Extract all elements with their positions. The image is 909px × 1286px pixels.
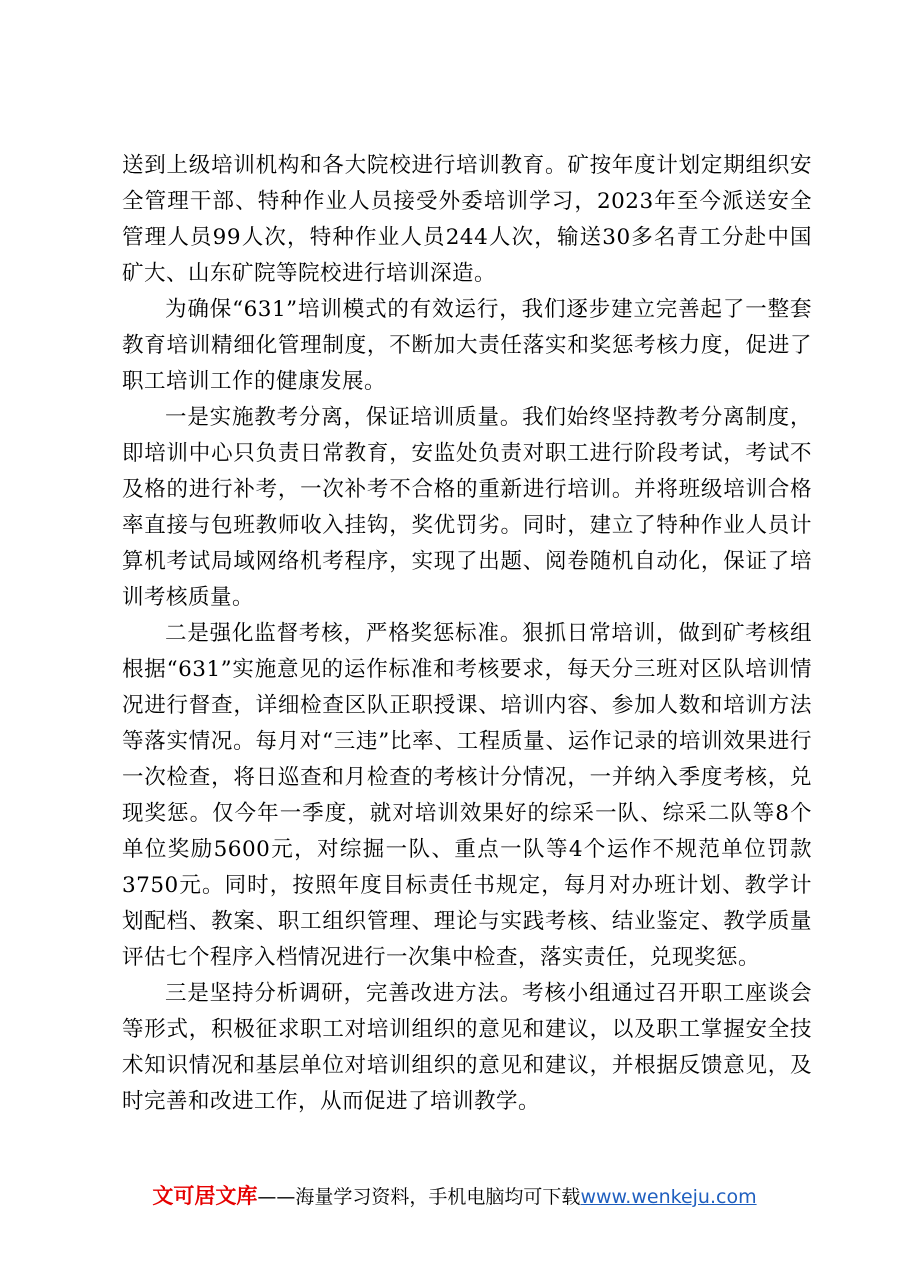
footer-watermark xyxy=(0,1181,909,1212)
footer-brand: 文可居文库 xyxy=(152,1184,258,1208)
paragraph-analysis-research: 三是坚持分析调研，完善改进方法。考核小组通过召开职工座谈会等形式，积极征求职工对培训组织的意见和建议，以及职工掌握安全技术知识情况和基层单位对培训组织的意见和建议，并根据反馈意见，及时完善和改进工作，从而促进了培训教学。 xyxy=(122,981,812,1114)
footer-site-link[interactable]: www.wenkeju.com xyxy=(580,1186,757,1208)
paragraph-continuation: 送到上级培训机构和各大院校进行培训教育。矿按年度计划定期组织安全管理干部、特种作业人员接受外委培训学习，2023年至今派送安全管理人员99人次，特种作业人员244人次，输送30多名青工分赴中国矿大、山东矿院等院校进行培训深造。 xyxy=(122,153,812,286)
document-body xyxy=(122,148,812,1120)
paragraph-631-mode: 为确保“631”培训模式的有效运行，我们逐步建立完善起了一整套教育培训精细化管理制度，不断加大责任落实和奖惩考核力度，促进了职工培训工作的健康发展。 xyxy=(122,297,812,394)
footer-tagline: ——海量学习资料，手机电脑均可下载 xyxy=(257,1186,581,1208)
paragraph-exam-separation: 一是实施教考分离，保证培训质量。我们始终坚持教考分离制度，即培训中心只负责日常教育，安监处负责对职工进行阶段考试，考试不及格的进行补考，一次补考不合格的重新进行培训。并将班级培训合格率直接与包班教师收入挂钩，奖优罚劣。同时，建立了特种作业人员计算机考试局域网络机考程序，实现了出题、阅卷随机自动化，保证了培训考核质量。 xyxy=(122,405,812,610)
paragraph-supervision-assessment: 二是强化监督考核，严格奖惩标准。狠抓日常培训，做到矿考核组根据“631”实施意见的运作标准和考核要求，每天分三班对区队培训情况进行督查，详细检查区队正职授课、培训内容、参加人数和培训方法等落实情况。每月对“三违”比率、工程质量、运作记录的培训效果进行一次检查，将日巡查和月检查的考核计分情况，一并纳入季度考核，兑现奖惩。仅今年一季度，就对培训效果好的综采一队、综采二队等8个单位奖励5600元，对综掘一队、重点一队等4个运作不规范单位罚款3750元。同时，按照年度目标责任书规定，每月对办班计划、教学计划配档、教案、职工组织管理、理论与实践考核、结业鉴定、教学质量评估七个程序入档情况进行一次集中检查，落实责任，兑现奖惩。 xyxy=(122,621,812,970)
